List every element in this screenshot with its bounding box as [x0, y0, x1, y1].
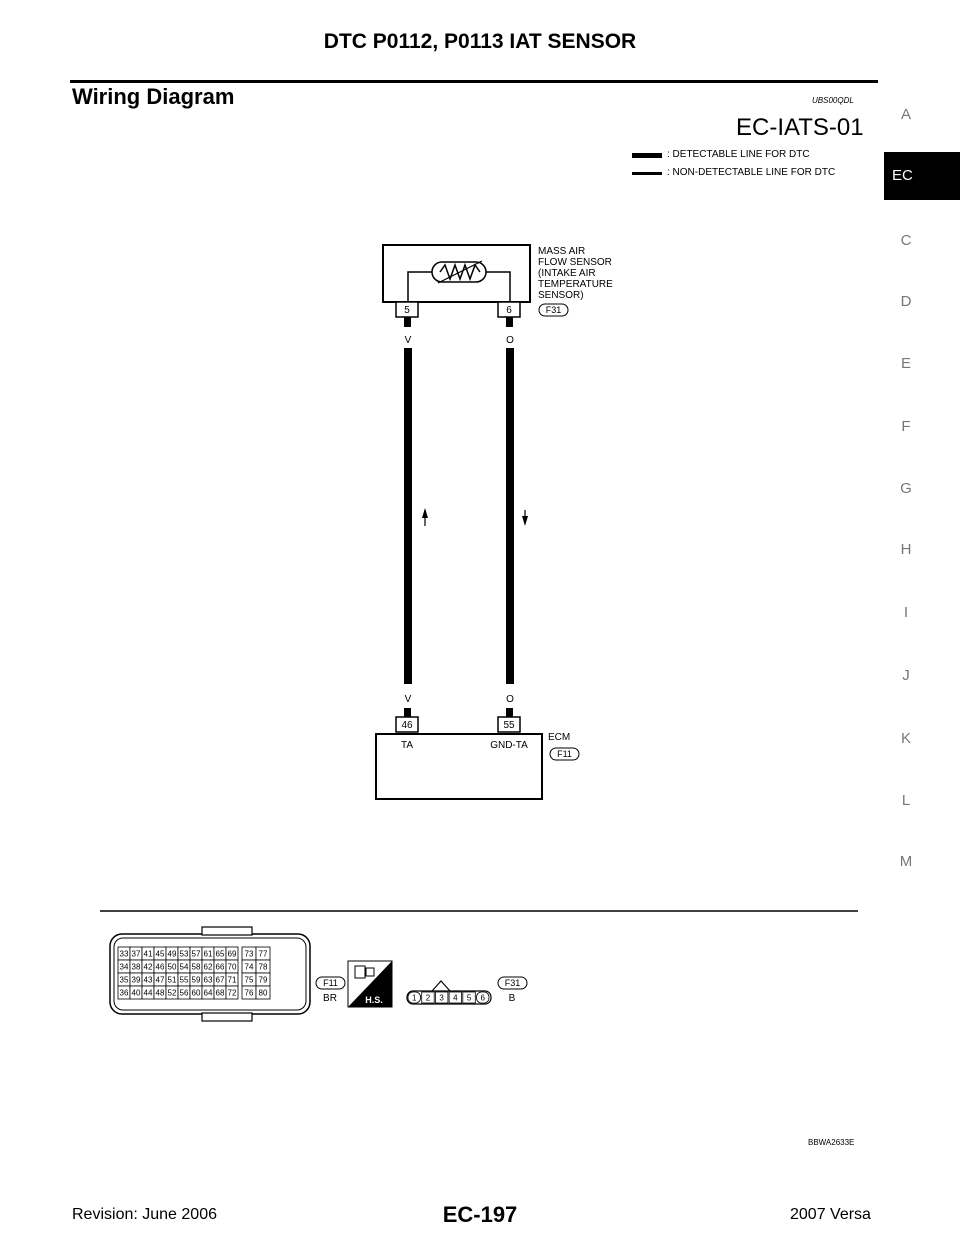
- ecm-pin-number: 78: [258, 962, 268, 972]
- page-title: DTC P0112, P0113 IAT SENSOR: [323, 30, 637, 53]
- ecm-pin-number: 77: [258, 949, 268, 959]
- sensor-pin-number: 3: [439, 993, 444, 1003]
- hand-icon: [355, 966, 365, 978]
- ecm-pin-number: 50: [167, 962, 177, 972]
- ecm-pin-number: 42: [143, 962, 153, 972]
- ecm-terminal-gnd-ta: GND-TA: [490, 740, 528, 751]
- wire-color-left-top: V: [404, 335, 412, 346]
- ecm-pin-number: 63: [203, 975, 213, 985]
- ecm-pin-number: 35: [119, 975, 129, 985]
- sidebar-letter-d[interactable]: D: [900, 293, 912, 310]
- ecm-pin-number: 45: [155, 949, 165, 959]
- ecm-connector-latch-top: [202, 927, 252, 935]
- ecm-pin-number: 59: [191, 975, 201, 985]
- sensor-label-line-1: MASS AIR: [538, 246, 586, 257]
- sidebar-letter-g[interactable]: G: [900, 480, 912, 497]
- ecm-pin-number: 41: [143, 949, 153, 959]
- section-code: UBS00QDL: [812, 96, 854, 105]
- ecm-pin-number: 57: [191, 949, 201, 959]
- wire-color-left-bottom: V: [404, 694, 412, 705]
- ecm-pin-46: 46: [401, 720, 413, 731]
- sensor-pin-number: 1: [412, 993, 417, 1003]
- ecm-pin-number: 33: [119, 949, 129, 959]
- ecm-pin-number: 38: [131, 962, 141, 972]
- sidebar-letter-l[interactable]: L: [901, 792, 911, 809]
- wire-o: [506, 348, 514, 684]
- sidebar-letter-m[interactable]: M: [899, 853, 913, 870]
- sensor-pin-5: 5: [404, 305, 410, 316]
- ecm-pin-number: 65: [215, 949, 225, 959]
- ecm-terminal-ta: TA: [400, 740, 414, 751]
- ecm-connector-id: F11: [557, 749, 572, 759]
- sidebar-letter-a[interactable]: A: [900, 106, 911, 123]
- ecm-connector-latch-bottom: [202, 1013, 252, 1021]
- sidebar-letter-e[interactable]: E: [900, 355, 911, 372]
- ecm-pin-number: 67: [215, 975, 225, 985]
- sensor-pin-number: 5: [466, 993, 472, 1003]
- ecm-pin-number: 37: [131, 949, 141, 959]
- ecm-pin-number: 43: [143, 975, 153, 985]
- ecm-pin-number: 34: [119, 962, 129, 972]
- ecm-pin-number: 52: [167, 988, 177, 998]
- ecm-pin-number: 75: [244, 975, 254, 985]
- sensor-connector-face: [407, 981, 491, 1004]
- ecm-pin-number: 62: [203, 962, 213, 972]
- sensor-internal-wire-right: [486, 272, 510, 302]
- ecm-pin-number: 40: [131, 988, 141, 998]
- sensor-connector-id: F31: [545, 305, 562, 315]
- sensor-label-line-5: SENSOR): [538, 290, 584, 301]
- wire-color-right-bottom: O: [506, 694, 514, 705]
- sensor-label-line-4: TEMPERATURE: [538, 279, 613, 290]
- signal-arrow-up-icon: [422, 508, 428, 518]
- sensor-face-connector-id: F31: [504, 978, 521, 988]
- ecm-pin-number: 48: [155, 988, 165, 998]
- ecm-pin-number: 68: [215, 988, 225, 998]
- sidebar-tab-ec-active[interactable]: EC: [884, 152, 960, 200]
- ecm-pin-number: 61: [203, 949, 213, 959]
- ecm-pin-number: 53: [179, 949, 189, 959]
- sensor-terminal-right: [506, 317, 513, 327]
- sidebar-letter-c[interactable]: C: [900, 232, 912, 249]
- page-number: EC-197: [442, 1202, 518, 1227]
- plug-icon: [366, 968, 374, 976]
- ecm-pin-number: 46: [155, 962, 165, 972]
- revision-date: Revision: June 2006: [72, 1206, 217, 1223]
- sidebar-letter-i[interactable]: I: [903, 604, 909, 621]
- sensor-pin-6: 6: [506, 305, 512, 316]
- ecm-pin-number: 36: [119, 988, 129, 998]
- ecm-pin-number: 58: [191, 962, 201, 972]
- ecm-pin-number: 73: [244, 949, 254, 959]
- ecm-pin-number: 71: [227, 975, 237, 985]
- sensor-pin-number: 2: [425, 993, 431, 1003]
- sensor-label-line-3: (INTAKE AIR: [538, 268, 596, 279]
- harness-side-badge: [348, 961, 392, 1007]
- ecm-pin-number: 39: [131, 975, 141, 985]
- sidebar-letter-k[interactable]: K: [900, 730, 911, 747]
- ecm-connector-face: [110, 927, 310, 1021]
- vehicle-model: 2007 Versa: [790, 1206, 871, 1223]
- ecm-pin-number: 72: [227, 988, 237, 998]
- ecm-pin-number: 60: [191, 988, 201, 998]
- ecm-pin-number: 49: [167, 949, 177, 959]
- ecm-pin-number: 70: [227, 962, 237, 972]
- wire-color-right-top: O: [506, 335, 514, 346]
- signal-arrow-down-icon: [522, 516, 528, 526]
- ecm-pin-grid: [118, 947, 270, 999]
- ecm-pin-number: 51: [167, 975, 177, 985]
- sensor-label-line-2: FLOW SENSOR: [538, 257, 612, 268]
- legend-detectable-text: : DETECTABLE LINE FOR DTC: [667, 149, 810, 160]
- sensor-pin-number: 4: [453, 993, 458, 1003]
- sensor-terminal-left: [404, 317, 411, 327]
- ecm-pin-number: 44: [143, 988, 153, 998]
- wire-v: [404, 348, 412, 684]
- ecm-face-color: BR: [323, 993, 337, 1004]
- sensor-face-color: B: [508, 993, 516, 1004]
- ecm-pin-number: 74: [244, 962, 254, 972]
- sensor-internal-wire-left: [408, 272, 432, 302]
- sidebar-letter-h[interactable]: H: [900, 541, 912, 558]
- ecm-pin-number: 54: [179, 962, 189, 972]
- ecm-pin-55: 55: [503, 720, 515, 731]
- ecm-pin-number: 79: [258, 975, 268, 985]
- ecm-pin-number: 69: [227, 949, 237, 959]
- ecm-pin-number: 66: [215, 962, 225, 972]
- ecm-pin-number: 47: [155, 975, 165, 985]
- sensor-pin-number: 6: [480, 993, 485, 1003]
- ecm-pin-number: 76: [244, 988, 254, 998]
- diagram-id: EC-IATS-01: [736, 114, 864, 141]
- sensor-connector-key-icon: [432, 981, 450, 991]
- hs-label: H.S.: [365, 995, 383, 1005]
- legend-nondetectable-text: : NON-DETECTABLE LINE FOR DTC: [667, 167, 836, 178]
- ecm-pin-number: 64: [203, 988, 213, 998]
- ecm-terminal-left: [404, 708, 411, 717]
- sidebar-letter-j[interactable]: J: [902, 667, 910, 684]
- ecm-pin-number: 56: [179, 988, 189, 998]
- sensor-pin-row: [408, 992, 489, 1003]
- ecm-pin-number: 80: [258, 988, 268, 998]
- ecm-label: ECM: [548, 732, 571, 743]
- ecm-face-connector-id: F11: [323, 978, 338, 988]
- sidebar-letter-f[interactable]: F: [901, 418, 911, 435]
- figure-reference-code: BBWA2633E: [808, 1138, 855, 1147]
- ecm-pin-number: 55: [179, 975, 189, 985]
- ecm-terminal-right: [506, 708, 513, 717]
- section-heading: Wiring Diagram: [72, 84, 235, 109]
